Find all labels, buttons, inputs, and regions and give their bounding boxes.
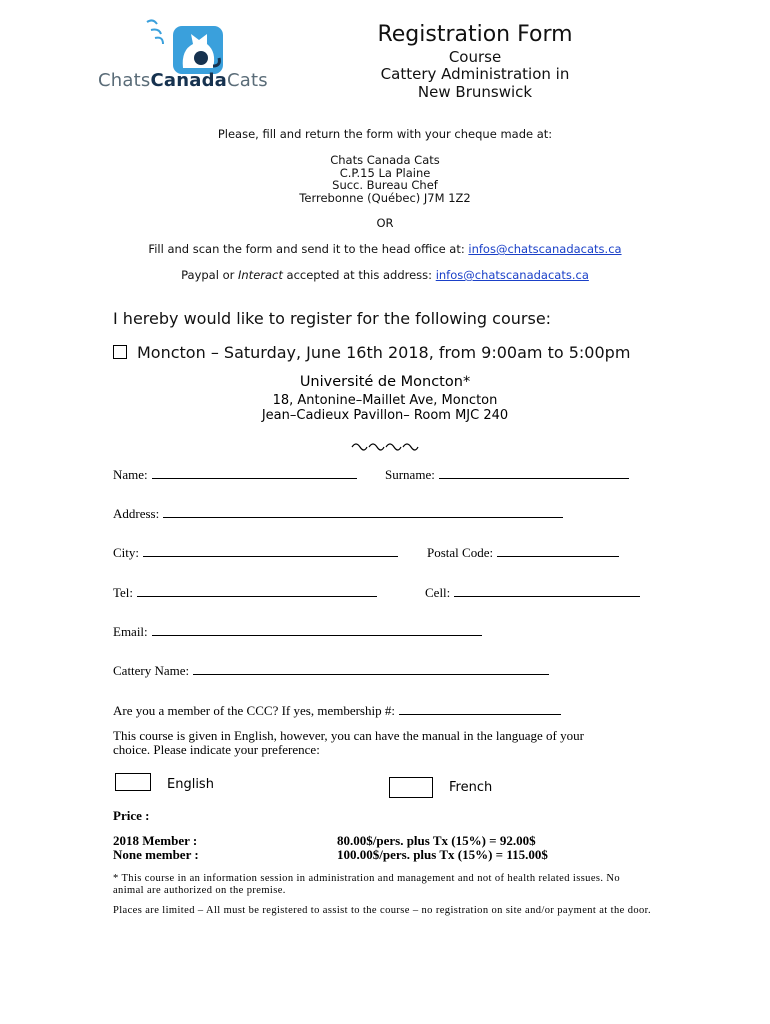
- note-places-limited: Places are limited – All must be registered to assist to the course – no registration on site and/or payment at the door.: [113, 905, 651, 916]
- membership-field[interactable]: Are you a member of the CCC? If yes, membership #:: [113, 702, 561, 719]
- venue-name: Université de Moncton*: [299, 374, 471, 390]
- or-separator: OR: [376, 216, 394, 230]
- non-member-price-label: None member :: [113, 847, 199, 862]
- header-line-location: New Brunswick: [417, 83, 533, 101]
- cattery-name-field[interactable]: Cattery Name:: [113, 662, 549, 679]
- surname-field[interactable]: Surname:: [385, 466, 629, 483]
- postal-code-field[interactable]: Postal Code:: [427, 544, 619, 561]
- french-label: French: [449, 780, 493, 795]
- scan-email-link[interactable]: infos@chatscanadacats.ca: [468, 242, 622, 256]
- logo-wordmark: ChatsCanadaCats: [98, 70, 268, 91]
- mailing-address-line-3: Succ. Bureau Chef: [332, 178, 438, 192]
- paypal-email-link[interactable]: infos@chatscanadacats.ca: [435, 268, 589, 282]
- language-preference-text: This course is given in English, however, you can have the manual in the language of your choice. Please indicate your preference:: [113, 728, 584, 757]
- english-label: English: [167, 777, 214, 792]
- name-field[interactable]: Name:: [113, 466, 357, 483]
- form-title: Registration Form: [377, 22, 573, 47]
- price-label: Price :: [113, 808, 150, 823]
- venue-address-2: Jean–Cadieux Pavillon– Room MJC 240: [261, 408, 509, 423]
- tel-field[interactable]: Tel:: [113, 584, 377, 601]
- mailing-address-line-1: Chats Canada Cats: [330, 153, 440, 167]
- registration-heading: I hereby would like to register for the following course:: [113, 309, 552, 328]
- scan-instructions: Fill and scan the form and send it to the head office at: infos@chatscanadacats.ca: [148, 242, 622, 256]
- ornament-divider: [350, 440, 420, 452]
- member-price-value: 80.00$/pers. plus Tx (15%) = 92.00$: [337, 833, 536, 848]
- paypal-instructions: Paypal or Interact accepted at this address: infos@chatscanadacats.ca: [181, 268, 589, 282]
- non-member-price-value: 100.00$/pers. plus Tx (15%) = 115.00$: [337, 847, 548, 862]
- french-checkbox[interactable]: [389, 777, 433, 798]
- email-field[interactable]: Email:: [113, 623, 482, 640]
- instructions-intro: Please, fill and return the form with your cheque made at:: [217, 127, 553, 141]
- header-line-subject: Cattery Administration in: [380, 65, 570, 83]
- member-price-label: 2018 Member :: [113, 833, 198, 848]
- mailing-address-line-4: Terrebonne (Québec) J7M 1Z2: [299, 191, 471, 205]
- note-information-session: * This course in an information session in administration and management and not of health related issues. No animal are authorized on the premise.: [113, 873, 621, 896]
- course-option: Moncton – Saturday, June 16th 2018, from 9:00am to 5:00pm: [113, 343, 630, 362]
- cell-field[interactable]: Cell:: [425, 584, 640, 601]
- address-field[interactable]: Address:: [113, 505, 563, 522]
- city-field[interactable]: City:: [113, 544, 398, 561]
- venue-address-1: 18, Antonine–Maillet Ave, Moncton: [272, 393, 498, 408]
- mailing-address-line-2: C.P.15 La Plaine: [339, 166, 431, 180]
- header-line-course: Course: [448, 48, 502, 66]
- course-checkbox[interactable]: [113, 345, 127, 359]
- english-checkbox[interactable]: [115, 773, 151, 791]
